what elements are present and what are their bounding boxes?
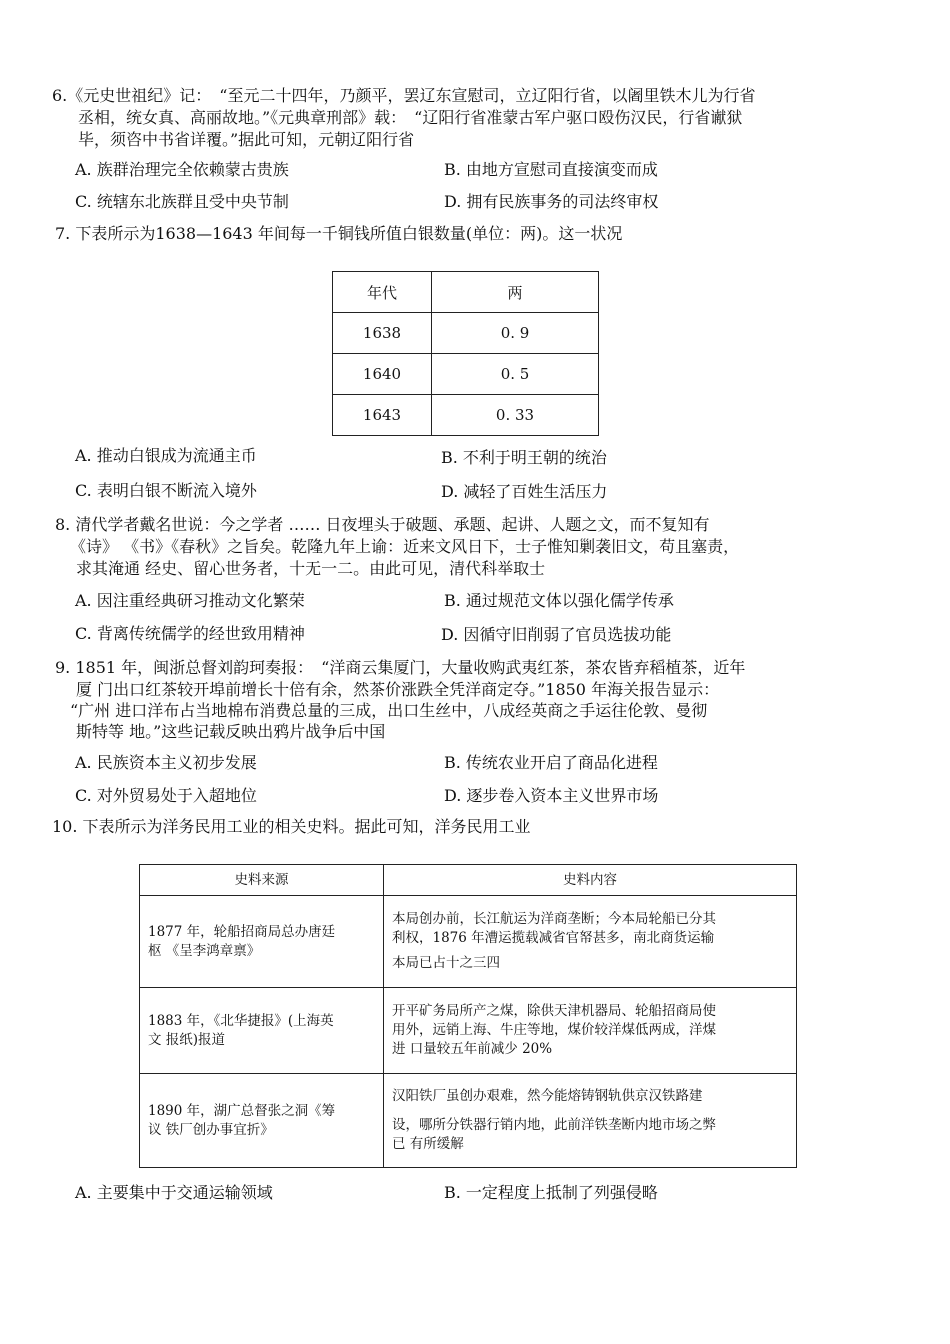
q10-source-line: 1883 年，《北华捷报》(上海英 [148,1012,334,1029]
q10-source-line: 议 铁厂创办事宜折》 [148,1121,274,1138]
q7-cell-value: 0. 5 [432,354,599,395]
q10-option-b[interactable]: B. 一定程度上抵制了列强侵略 [444,1183,658,1202]
q10-option-a[interactable]: A. 主要集中于交通运输领域 [75,1183,273,1202]
q7-cell-year: 1640 [333,354,432,395]
q8-option-b[interactable]: B. 通过规范文体以强化儒学传承 [444,591,674,610]
q8-stem-line-2: 《诗》 《书》《春秋》之旨矣。乾隆九年上谕：近来文风日下，士子惟知剿袭旧文，苟且塞责， [70,537,740,556]
q7-option-d[interactable]: D. 减轻了百姓生活压力 [441,482,608,501]
q8-option-d[interactable]: D. 因循守旧削弱了官员选拔功能 [441,625,672,644]
q7-option-b[interactable]: B. 不利于明王朝的统治 [441,448,607,467]
q9-option-c[interactable]: C. 对外贸易处于入超地位 [75,786,257,805]
table-row [140,988,797,1074]
q10-source-line: 文 报纸)报道 [148,1031,226,1048]
q7-header-year: 年代 [333,272,432,313]
q8-option-a[interactable]: A. 因注重经典研习推动文化繁荣 [75,591,305,610]
q9-option-b[interactable]: B. 传统农业开启了商品化进程 [444,753,658,772]
q9-option-a[interactable]: A. 民族资本主义初步发展 [75,753,257,772]
q10-content-line: 汉阳铁厂虽创办艰难，然今能熔铸钢轨供京汉铁路建 [392,1088,703,1104]
q10-cell-source [140,1074,384,1168]
q10-header-source: 史料来源 [140,865,384,896]
q7-cell-value: 0. 33 [432,395,599,436]
q6-stem-line-1: 6.《元史世祖纪》记： “至元二十四年，乃颜平，罢辽东宣慰司，立辽阳行省，以阇里铁木儿为行省 [52,86,756,105]
q10-content-line: 开平矿务局所产之煤，除供天津机器局、轮船招商局使 [392,1003,716,1019]
q10-cell-content [384,896,797,988]
q10-stem: 10. 下表所示为洋务民用工业的相关史料。据此可知，洋务民用工业 [52,817,531,836]
q7-option-a[interactable]: A. 推动白银成为流通主币 [75,446,257,465]
q10-content-line: 本局已占十之三四 [392,955,500,971]
q7-cell-value: 0. 9 [432,313,599,354]
q10-content-line: 设，哪所分铁器行销内地，此前洋铁垄断内地市场之弊 [392,1117,716,1133]
table-row [333,395,599,436]
q10-cell-content [384,988,797,1074]
q7-header-value: 两 [432,272,599,313]
q7-table-header [333,272,599,313]
q10-table-header [140,865,797,896]
q6-option-c[interactable]: C. 统辖东北族群且受中央节制 [75,192,289,211]
q7-stem: 7. 下表所示为1638—1643 年间每一千铜钱所值白银数量(单位：两)。这一状况 [55,224,623,243]
q6-option-a[interactable]: A. 族群治理完全依赖蒙古贵族 [75,160,289,179]
q10-cell-content [384,1074,797,1168]
table-row [140,896,797,988]
q8-stem-line-3: 求其淹通 经史、留心世务者，十无一二。由此可见，清代科举取士 [76,559,546,578]
q6-stem-line-2: 丞相，统女真、高丽故地。”《元典章刑部》载： “辽阳行省准蒙古军户驱口殴伤汉民，行省谳狱 [78,108,743,127]
q9-option-d[interactable]: D. 逐步卷入资本主义世界市场 [444,786,659,805]
q10-cell-source [140,896,384,988]
q10-content-line: 用外，远销上海、牛庄等地，煤价较洋煤低两成，洋煤 [392,1022,716,1038]
q10-source-line: 1890 年，湖广总督张之洞《筹 [148,1102,336,1119]
q9-stem-line-4: 斯特等 地。”这些记载反映出鸦片战争后中国 [76,722,386,741]
q6-stem-line-3: 毕，须咨中书省详覆。”据此可知，元朝辽阳行省 [78,130,415,149]
q7-cell-year: 1638 [333,313,432,354]
q7-cell-year: 1643 [333,395,432,436]
q7-table [332,271,599,436]
q7-option-c[interactable]: C. 表明白银不断流入境外 [75,481,257,500]
q9-stem-line-1: 9. 1851 年，闽浙总督刘韵珂奏报： “洋商云集厦门，大量收购武夷红茶，茶农皆弃稻植茶，近年 [55,658,746,677]
q10-source-line: 1877 年，轮船招商局总办唐廷 [148,923,336,940]
q10-content-line: 进 口量较五年前减少 20% [392,1041,553,1057]
q6-option-d[interactable]: D. 拥有民族事务的司法终审权 [444,192,659,211]
q6-option-b[interactable]: B. 由地方宣慰司直接演变而成 [444,160,658,179]
q10-header-content: 史料内容 [384,865,797,896]
q8-stem-line-1: 8. 清代学者戴名世说：今之学者 …… 日夜埋头于破题、承题、起讲、人题之文，而不复知有 [55,515,710,534]
table-row [333,354,599,395]
q10-source-line: 枢 《呈李鸿章禀》 [148,942,261,959]
q10-content-line: 已 有所缓解 [392,1136,464,1152]
q9-stem-line-2: 厦 门出口红茶较开埠前增长十倍有余，然茶价涨跌全凭洋商定夺。”1850 年海关报告显示： [76,680,720,699]
q10-content-line: 本局创办前，长江航运为洋商垄断；今本局轮船已分其 [392,911,716,927]
q10-content-line: 利权，1876 年漕运揽载减省官帑甚多，南北商货运输 [392,930,715,946]
q10-table [139,864,797,1168]
q8-option-c[interactable]: C. 背离传统儒学的经世致用精神 [75,624,305,643]
q10-cell-source [140,988,384,1074]
q9-stem-line-3: “广州 进口洋布占当地棉布消费总量的三成，出口生丝中，八成经英商之手运往伦敦、曼彻 [70,701,708,720]
table-row [333,313,599,354]
table-row [140,1074,797,1168]
